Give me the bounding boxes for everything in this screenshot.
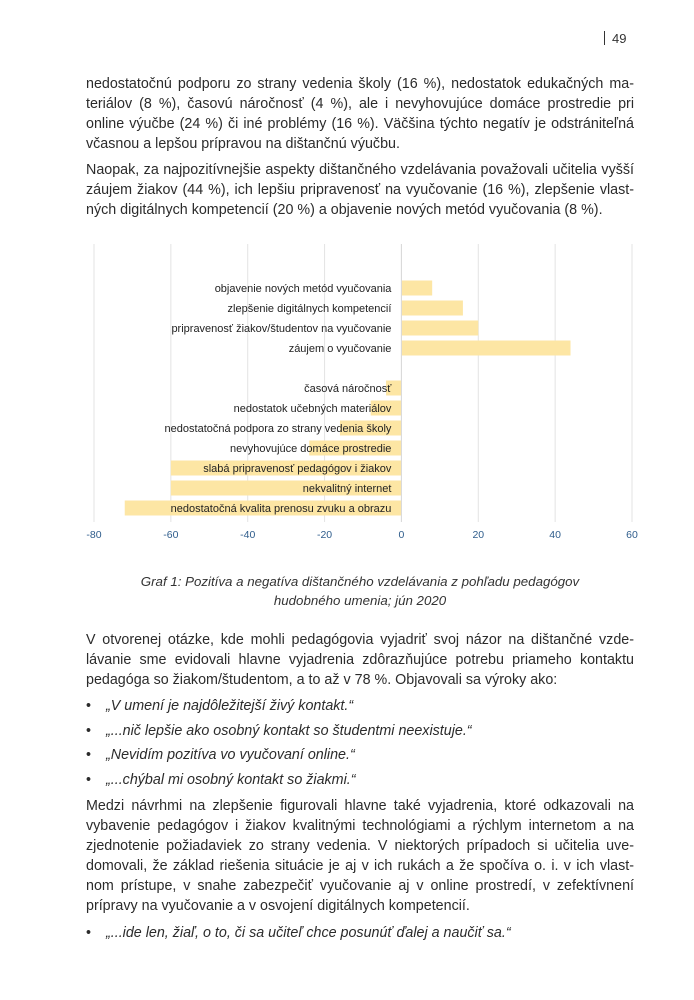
category-label: záujem o vyučovanie bbox=[288, 343, 392, 355]
quote-text: „Nevidím pozitíva vo vyučovaní online.“ bbox=[106, 747, 355, 763]
x-tick-label: 40 bbox=[549, 529, 561, 541]
bar bbox=[401, 281, 432, 296]
text-line: vybavenie pedagógov i žiakov kvalitnými technológiami a rýchlym internetom a na bbox=[86, 818, 634, 834]
text-line: nedostatočnú podporu zo strany vedenia školy (16 %), nedostatok edukačných ma- bbox=[86, 76, 634, 92]
text-line: ných digitálnych kompetencií (20 %) a objavenie nových metód vyučovania (8 %). bbox=[86, 202, 603, 218]
x-tick-label: -40 bbox=[240, 529, 256, 541]
x-tick-label: 20 bbox=[472, 529, 485, 541]
category-label: nevyhovujúce domáce prostredie bbox=[229, 443, 392, 455]
paragraph-4 bbox=[86, 796, 634, 916]
bullet-icon: • bbox=[86, 925, 92, 941]
text-line: online výučbe (24 %) či iné problémy (16 %). Väčšina týchto negatív je odstrániteľná bbox=[86, 116, 634, 132]
category-label: slabá pripravenosť pedagógov i žiakov bbox=[203, 463, 392, 475]
bar bbox=[401, 341, 570, 356]
text-line: V otvorenej otázke, kde mohli pedagógovia vyjadriť svoj názor na dištančné vzde- bbox=[86, 632, 634, 648]
category-label: pripravenosť žiakov/študentov na vyučovanie bbox=[171, 323, 392, 335]
quote-text: „V umení je najdôležitejší živý kontakt.“ bbox=[106, 698, 354, 714]
quote-item bbox=[86, 772, 472, 797]
category-label: nedostatočná kvalita prenosu zvuku a obrazu bbox=[170, 503, 392, 515]
category-label: nedostatok učebných materiálov bbox=[233, 403, 392, 415]
x-tick-label: 0 bbox=[398, 529, 405, 541]
text-line: pedagóga so žiakom/študentom, a to až v 78 %. Objavovali sa výroky ako: bbox=[86, 672, 558, 688]
text-line: včasnou a lepšou prípravou na dištančnú výučbu. bbox=[86, 136, 400, 152]
text-line: nom prístupe, v snahe zabezpečiť vyučovanie aj v online prostredí, v zefektívnení bbox=[86, 878, 634, 894]
text-line: zjednotenie požiadaviek zo strany vedenia. V niektorých prípadoch si učitelia uve- bbox=[86, 838, 634, 854]
category-label: časová náročnosť bbox=[304, 383, 392, 395]
x-tick-label: -60 bbox=[163, 529, 179, 541]
quote-text: „...ide len, žiaľ, o to, či sa učiteľ chce posunúť ďalej a naučiť sa.“ bbox=[106, 925, 511, 941]
quote-list-2 bbox=[86, 925, 511, 950]
category-label: nekvalitný internet bbox=[302, 483, 392, 495]
x-tick-label: 60 bbox=[626, 529, 638, 541]
quote-item bbox=[86, 747, 472, 772]
text-line: Medzi návrhmi na zlepšenie figurovali hlavne také vyjadrenia, ktoré odkazovali na bbox=[86, 798, 634, 814]
text-line: lávanie sme evidovali hlavne vyjadrenia zdôrazňujúce potrebu priameho kontaktu bbox=[86, 652, 634, 668]
quote-list-1 bbox=[86, 698, 472, 796]
quote-item bbox=[86, 698, 472, 723]
text-line: prípravy na vyučovanie a v osvojení digitálnych kompetencií. bbox=[86, 898, 470, 914]
x-tick-label: -80 bbox=[86, 529, 102, 541]
category-label: objavenie nových metód vyučovania bbox=[214, 283, 392, 295]
caption-line: hudobného umenia; jún 2020 bbox=[273, 593, 447, 608]
quote-item bbox=[86, 925, 511, 950]
bar bbox=[401, 301, 462, 316]
bullet-icon: • bbox=[86, 698, 92, 714]
text-line: domovali, že základ riešenia situácie je aj v ich rukách a že spočíva o. i. v ich vlast- bbox=[86, 858, 634, 874]
text-line: záujem žiakov (44 %), ich lepšiu pripravenosť na vyučovanie (16 %), zlepšenie vlast- bbox=[86, 182, 634, 198]
page-number-text: 49 bbox=[612, 31, 627, 46]
bullet-icon: • bbox=[86, 722, 92, 739]
category-label: nedostatočná podpora zo strany vedenia školy bbox=[164, 423, 392, 435]
text-line: teriálov (8 %), časovú náročnosť (4 %), ale i nevyhovujúce domáce prostredie pri bbox=[86, 96, 634, 112]
paragraph-3 bbox=[86, 630, 634, 690]
x-tick-label: -20 bbox=[316, 529, 333, 541]
chart-caption bbox=[100, 572, 620, 610]
quote-text: „...chýbal mi osobný kontakt so žiakmi.“ bbox=[106, 771, 356, 788]
bullet-icon: • bbox=[86, 771, 92, 788]
bar bbox=[401, 321, 478, 336]
caption-line: Graf 1: Pozitíva a negatíva dištančného vzdelávania z pohľadu pedagógov bbox=[140, 574, 580, 589]
bullet-icon: • bbox=[86, 747, 92, 763]
quote-item bbox=[86, 723, 472, 748]
text-line: Naopak, za najpozitívnejšie aspekty dištančného vzdelávania považovali učitelia vyšší bbox=[86, 162, 634, 178]
category-label: zlepšenie digitálnych kompetencií bbox=[227, 303, 392, 315]
quote-text: „...nič lepšie ako osobný kontakt so študentmi neexistuje.“ bbox=[106, 722, 472, 739]
